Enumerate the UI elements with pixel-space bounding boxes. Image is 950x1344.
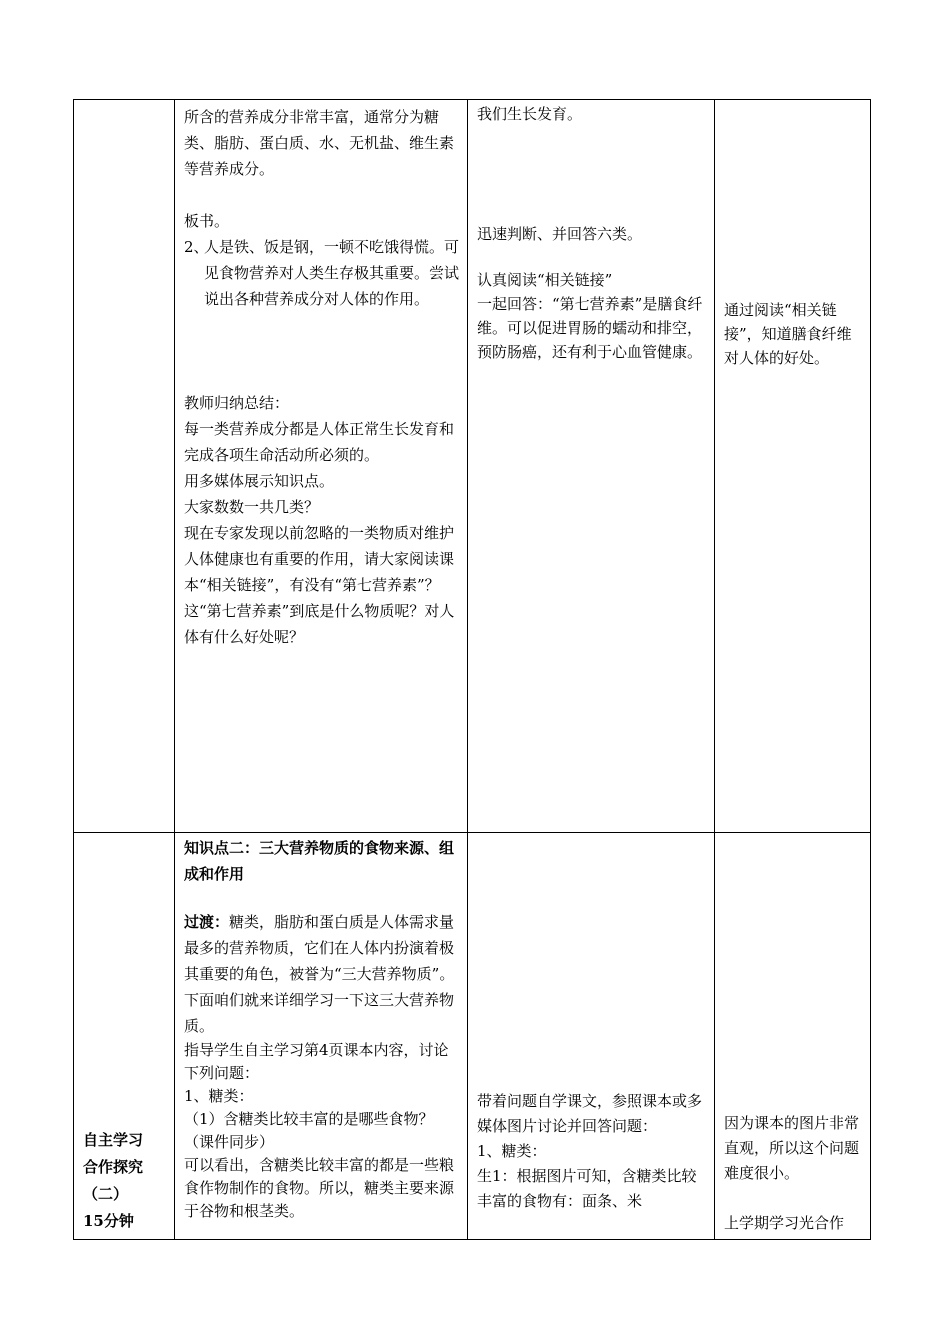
transition-text: 糖类，脂肪和蛋白质是人体需求量最多的营养物质，它们在人体内扮演着极其重要的角色，被誉为“三大营养物质”。下面咱们就来详细学习一下这三大营养物质。 xyxy=(184,913,455,1035)
paragraph: 通过阅读“相关链接”，知道膳食纤维对人体的好处。 xyxy=(724,301,852,367)
student-activity-cell xyxy=(468,833,715,1240)
item-number: 2、 xyxy=(184,238,209,256)
paragraph: 所含的营养成分非常丰富，通常分为糖类、脂肪、蛋白质、水、无机盐、维生素等营养成分。 xyxy=(184,108,455,178)
design-intent-cell xyxy=(715,833,871,1240)
paragraph: 每一类营养成分都是人体正常生长发育和完成各项生命活动所必须的。 xyxy=(184,420,455,464)
stage-duration: 15分钟 xyxy=(83,1212,134,1230)
paragraph: 教师归纳总结： xyxy=(184,394,290,412)
paragraph xyxy=(184,909,459,1039)
table-row xyxy=(74,833,871,1240)
stage-label: 合作探究 xyxy=(83,1158,144,1176)
paragraph: 带着问题自学课文，参照课本或多媒体图片讨论并回答问题： xyxy=(477,1092,703,1135)
paragraph: 1、糖类： xyxy=(477,1142,547,1160)
paragraph: 迅速判断、并回答六类。 xyxy=(477,225,643,243)
paragraph: 1、糖类： xyxy=(184,1087,254,1105)
teacher-activity-cell xyxy=(175,100,468,833)
numbered-item xyxy=(184,234,459,312)
paragraph: 板书。 xyxy=(184,212,230,230)
paragraph: 生1：根据图片可知，含糖类比较丰富的食物有：面条、米 xyxy=(477,1167,697,1210)
paragraph: 大家数数一共几类？ xyxy=(184,498,320,516)
table-row xyxy=(74,100,871,833)
transition-label: 过渡： xyxy=(184,913,230,931)
paragraph: 用多媒体展示知识点。 xyxy=(184,472,335,490)
paragraph: 可以看出，含糖类比较丰富的都是一些粮食作物制作的食物。所以，糖类主要来源于谷物和根茎类。 xyxy=(184,1156,455,1220)
stage-cell xyxy=(74,100,175,833)
stage-label: （二） xyxy=(83,1185,129,1203)
teacher-activity-cell xyxy=(175,833,468,1240)
paragraph: 一起回答：“第七营养素”是膳食纤维。可以促进胃肠的蠕动和排空，预防肠癌，还有利于心血管健康。 xyxy=(477,295,703,361)
paragraph: 现在专家发现以前忽略的一类物质对维护人体健康也有重要的作用，请大家阅读课本“相关链接”，有没有“第七营养素”？这“第七营养素”到底是什么物质呢？对人体有什么好处呢？ xyxy=(184,524,455,646)
paragraph: 指导学生自主学习第4页课本内容，讨论下列问题： xyxy=(184,1041,449,1082)
paragraph: 因为课本的图片非常直观，所以这个问题难度很小。 xyxy=(724,1114,860,1182)
design-intent-cell xyxy=(715,100,871,833)
paragraph: （1）含糖类比较丰富的是哪些食物？ （课件同步） xyxy=(184,1110,434,1151)
stage-cell xyxy=(74,833,175,1240)
paragraph: 认真阅读“相关链接” xyxy=(477,271,613,289)
stage-label: 自主学习 xyxy=(83,1131,144,1149)
lesson-plan-table xyxy=(73,99,871,1240)
student-activity-cell xyxy=(468,100,715,833)
section-heading: 知识点二：三大营养物质的食物来源、组成和作用 xyxy=(184,839,455,883)
paragraph: 上学期学习光合作 xyxy=(724,1214,845,1232)
paragraph: 我们生长发育。 xyxy=(477,105,583,123)
item-text: 人是铁、饭是钢，一顿不吃饿得慌。可见食物营养对人类生存极其重要。尝试说出各种营养成分对人体的作用。 xyxy=(204,238,460,308)
